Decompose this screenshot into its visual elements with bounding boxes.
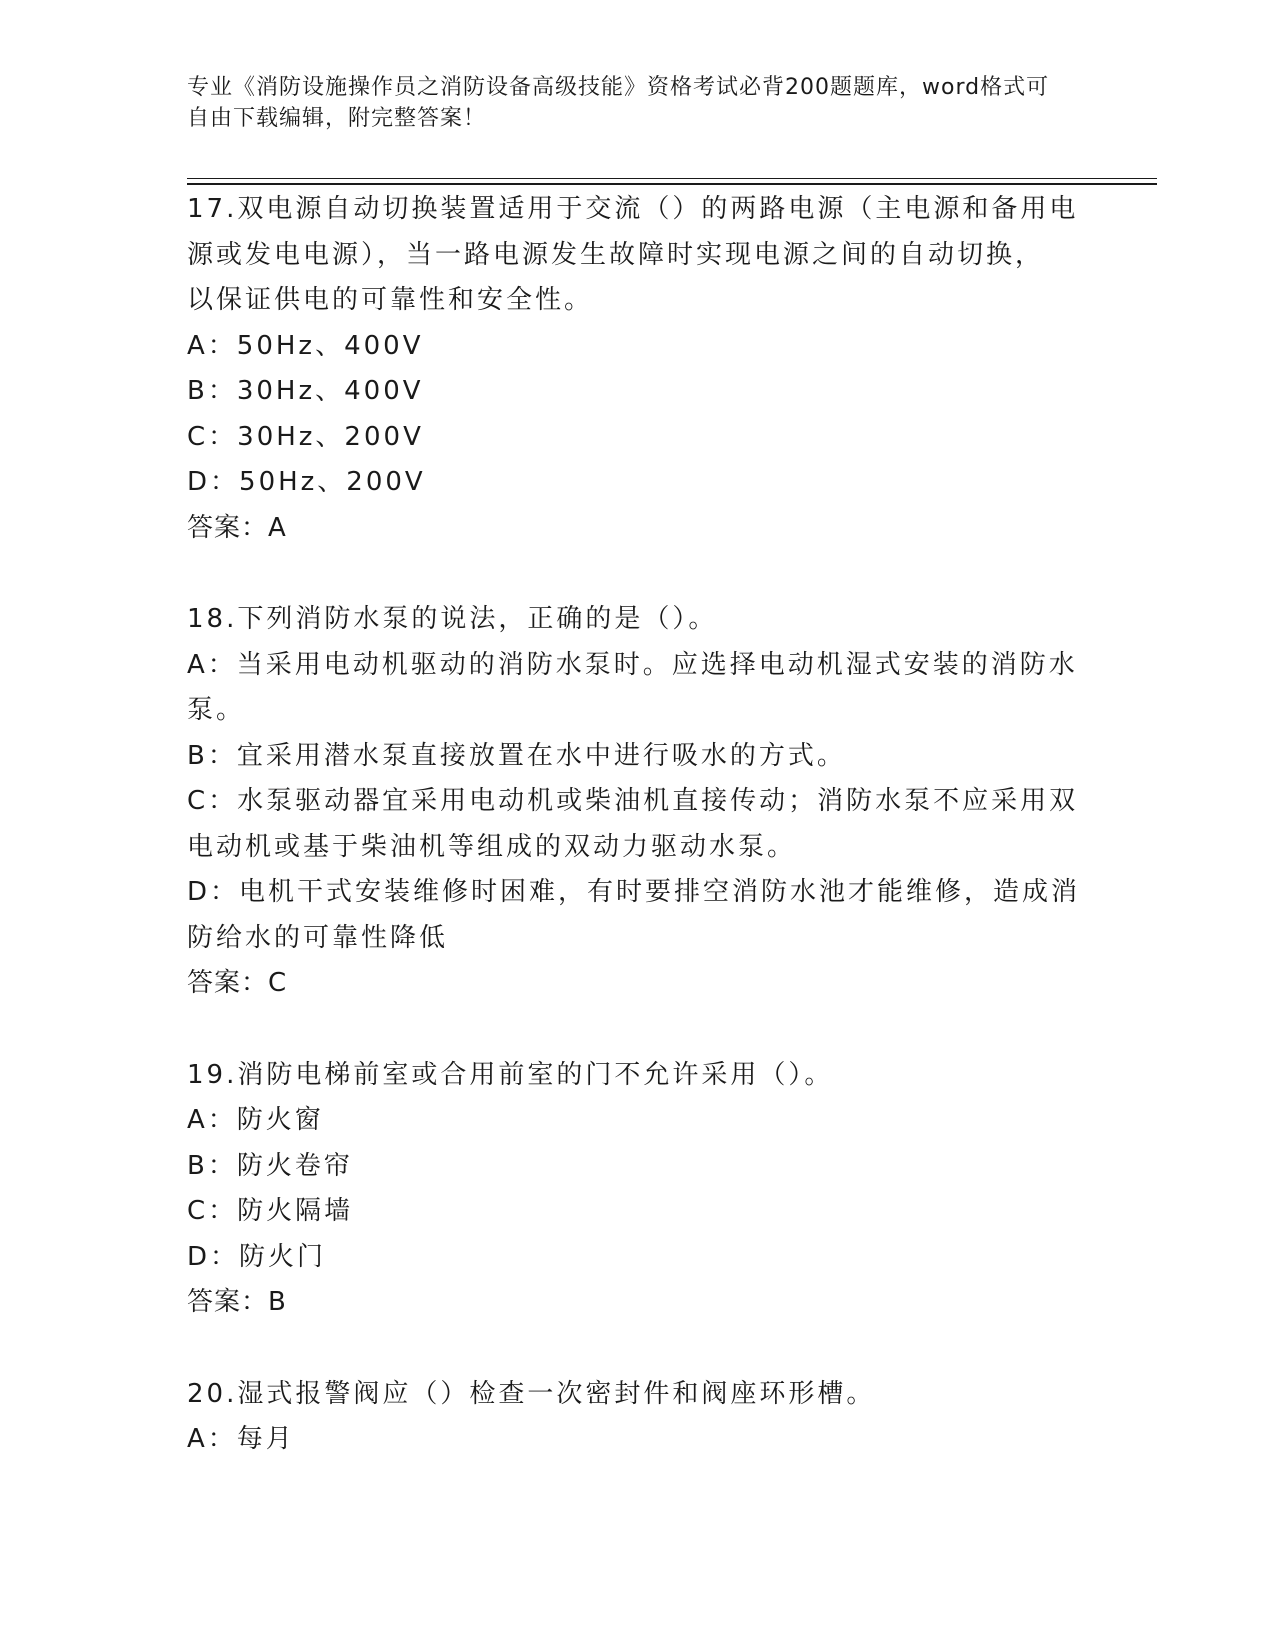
question-stem-line: 17.双电源自动切换装置适用于交流（）的两路电源（主电源和备用电 [187,194,1079,224]
header-rule-thin [187,178,1157,179]
question-stem-line: 19.消防电梯前室或合用前室的门不允许采用（）。 [187,1059,834,1090]
question-stem-line: 源或发电电源），当一路电源发生故障时实现电源之间的自动切换， [187,239,1045,270]
option-a: A：50Hz、400V [187,330,424,361]
question-list [187,187,1087,1509]
option-c-continued: 电动机或基于柴油机等组成的双动力驱动水泵。 [187,831,797,862]
option-c: C：防火隔墙 [187,1196,354,1226]
question-stem-line: 20.湿式报警阀应（）检查一次密封件和阀座环形槽。 [187,1378,876,1409]
option-b: B：宜采用潜水泵直接放置在水中进行吸水的方式。 [187,740,846,771]
answer-label: 答案：A [187,512,287,543]
option-a: A：防火窗 [187,1105,324,1135]
option-a-continued: 泵。 [187,695,246,725]
option-d: D：50Hz、200V [187,467,426,497]
option-d-continued: 防给水的可靠性降低 [187,922,449,953]
document-header: 专业《消防设施操作员之消防设备高级技能》资格考试必背200题题库，word格式可自由下载编辑，附完整答案！ [187,75,1050,131]
header-rule-thick [187,183,1157,185]
option-c: C：30Hz、200V [187,421,424,452]
option-a: A：当采用电动机驱动的消防水泵时。应选择电动机湿式安装的消防水 [187,649,1078,680]
question-20 [187,1372,1087,1463]
answer-label: 答案：B [187,1287,287,1317]
option-a: A：每月 [187,1424,295,1454]
option-b: B：防火卷帘 [187,1150,353,1181]
question-stem-line: 以保证供电的可靠性和安全性。 [187,285,594,315]
option-d: D：电机干式安装维修时困难，有时要排空消防水池才能维修，造成消 [187,877,1081,907]
option-d: D：防火门 [187,1241,327,1272]
option-c: C：水泵驱动器宜采用电动机或柴油机直接传动；消防水泵不应采用双 [187,786,1079,816]
option-b: B：30Hz、400V [187,376,424,406]
question-19 [187,1053,1087,1326]
question-17 [187,187,1087,551]
question-18 [187,597,1087,1007]
answer-label: 答案：C [187,968,288,998]
question-stem-line: 18.下列消防水泵的说法，正确的是（）。 [187,604,718,634]
